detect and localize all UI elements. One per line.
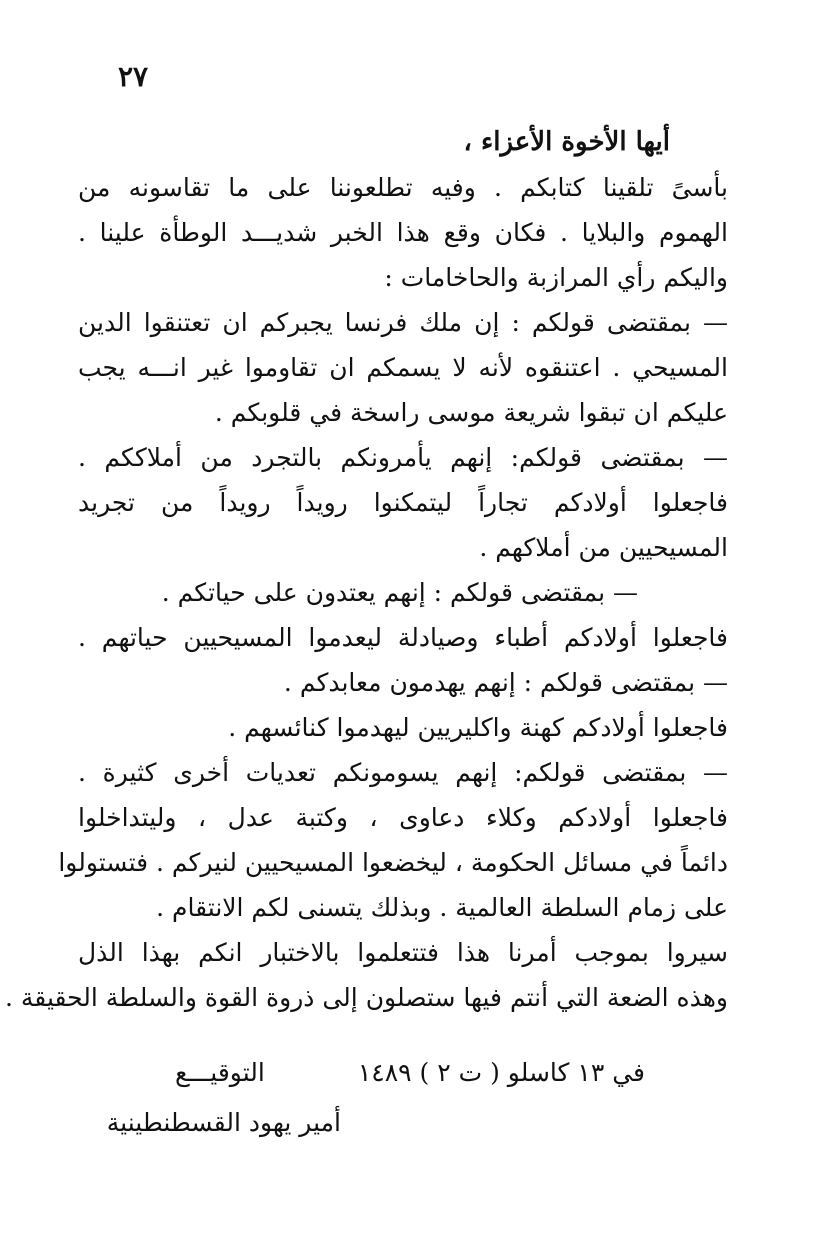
text-line: — بمقتضى قولكم: إنهم يسومونكم تعديات أخرى كثيرة .	[78, 758, 728, 787]
text-line: بأسىً تلقينا كتابكم . وفيه تطلعوننا على ما تقاسونه من	[78, 173, 728, 202]
signature-label: التوقيـــع	[175, 1058, 265, 1087]
text-line: على زمام السلطة العالمية . وبذلك يتسنى لكم الانتقام .	[156, 893, 728, 922]
text-line: — بمقتضى قولكم: إنهم يأمرونكم بالتجرد من أملاككم .	[78, 443, 728, 472]
page-number: ٢٧	[118, 60, 149, 93]
text-line: — بمقتضى قولكم : إنهم يعتدون على حياتكم .	[161, 578, 638, 607]
letter-body	[5, 120, 728, 1020]
text-line: فاجعلوا أولادكم تجاراً ليتمكنوا رويداً رويداً من تجريد	[78, 488, 728, 517]
text-line: سيروا بموجب أمرنا هذا فتتعلموا بالاختبار انكم بهذا الذل	[78, 938, 728, 967]
text-line: واليكم رأي المرازبة والحاخامات :	[384, 263, 728, 292]
text-line: المسيحيين من أملاكهم .	[479, 533, 728, 562]
text-line: فاجعلوا أولادكم كهنة واكليريين ليهدموا كنائسهم .	[228, 713, 728, 742]
text-line: المسيحي . اعتنقوه لأنه لا يسمكم ان تقاوموا غير انـــه يجب	[78, 353, 728, 382]
signature-row	[175, 1050, 645, 1095]
signature-signer: أمير يهود القسطنطينية	[106, 1108, 341, 1137]
text-line: دائماً في مسائل الحكومة ، ليخضعوا المسيحيين لنيركم . فتستولوا	[58, 848, 728, 877]
text-line: — بمقتضى قولكم : إن ملك فرنسا يجبركم ان تعتنقوا الدين	[78, 308, 728, 337]
text-line: فاجعلوا أولادكم وكلاء دعاوى ، وكتبة عدل ، وليتداخلوا	[78, 803, 728, 832]
text-line: عليكم ان تبقوا شريعة موسى راسخة في قلوبكم .	[214, 398, 728, 427]
signature-date: في ١٣ كاسلو ( ت ٢ ) ١٤٨٩	[357, 1058, 645, 1087]
text-line: الهموم والبلايا . فكان وقع هذا الخبر شديـــد الوطأة علينا .	[78, 218, 728, 247]
letter-salutation: أيها الأخوة الأعزاء ،	[463, 127, 670, 157]
text-line: وهذه الضعة التي أنتم فيها ستصلون إلى ذروة القوة والسلطة الحقيقة .	[5, 983, 728, 1012]
text-line: — بمقتضى قولكم : إنهم يهدمون معابدكم .	[283, 668, 728, 697]
text-line: فاجعلوا أولادكم أطباء وصيادلة ليعدموا المسيحيين حياتهم .	[78, 623, 728, 652]
